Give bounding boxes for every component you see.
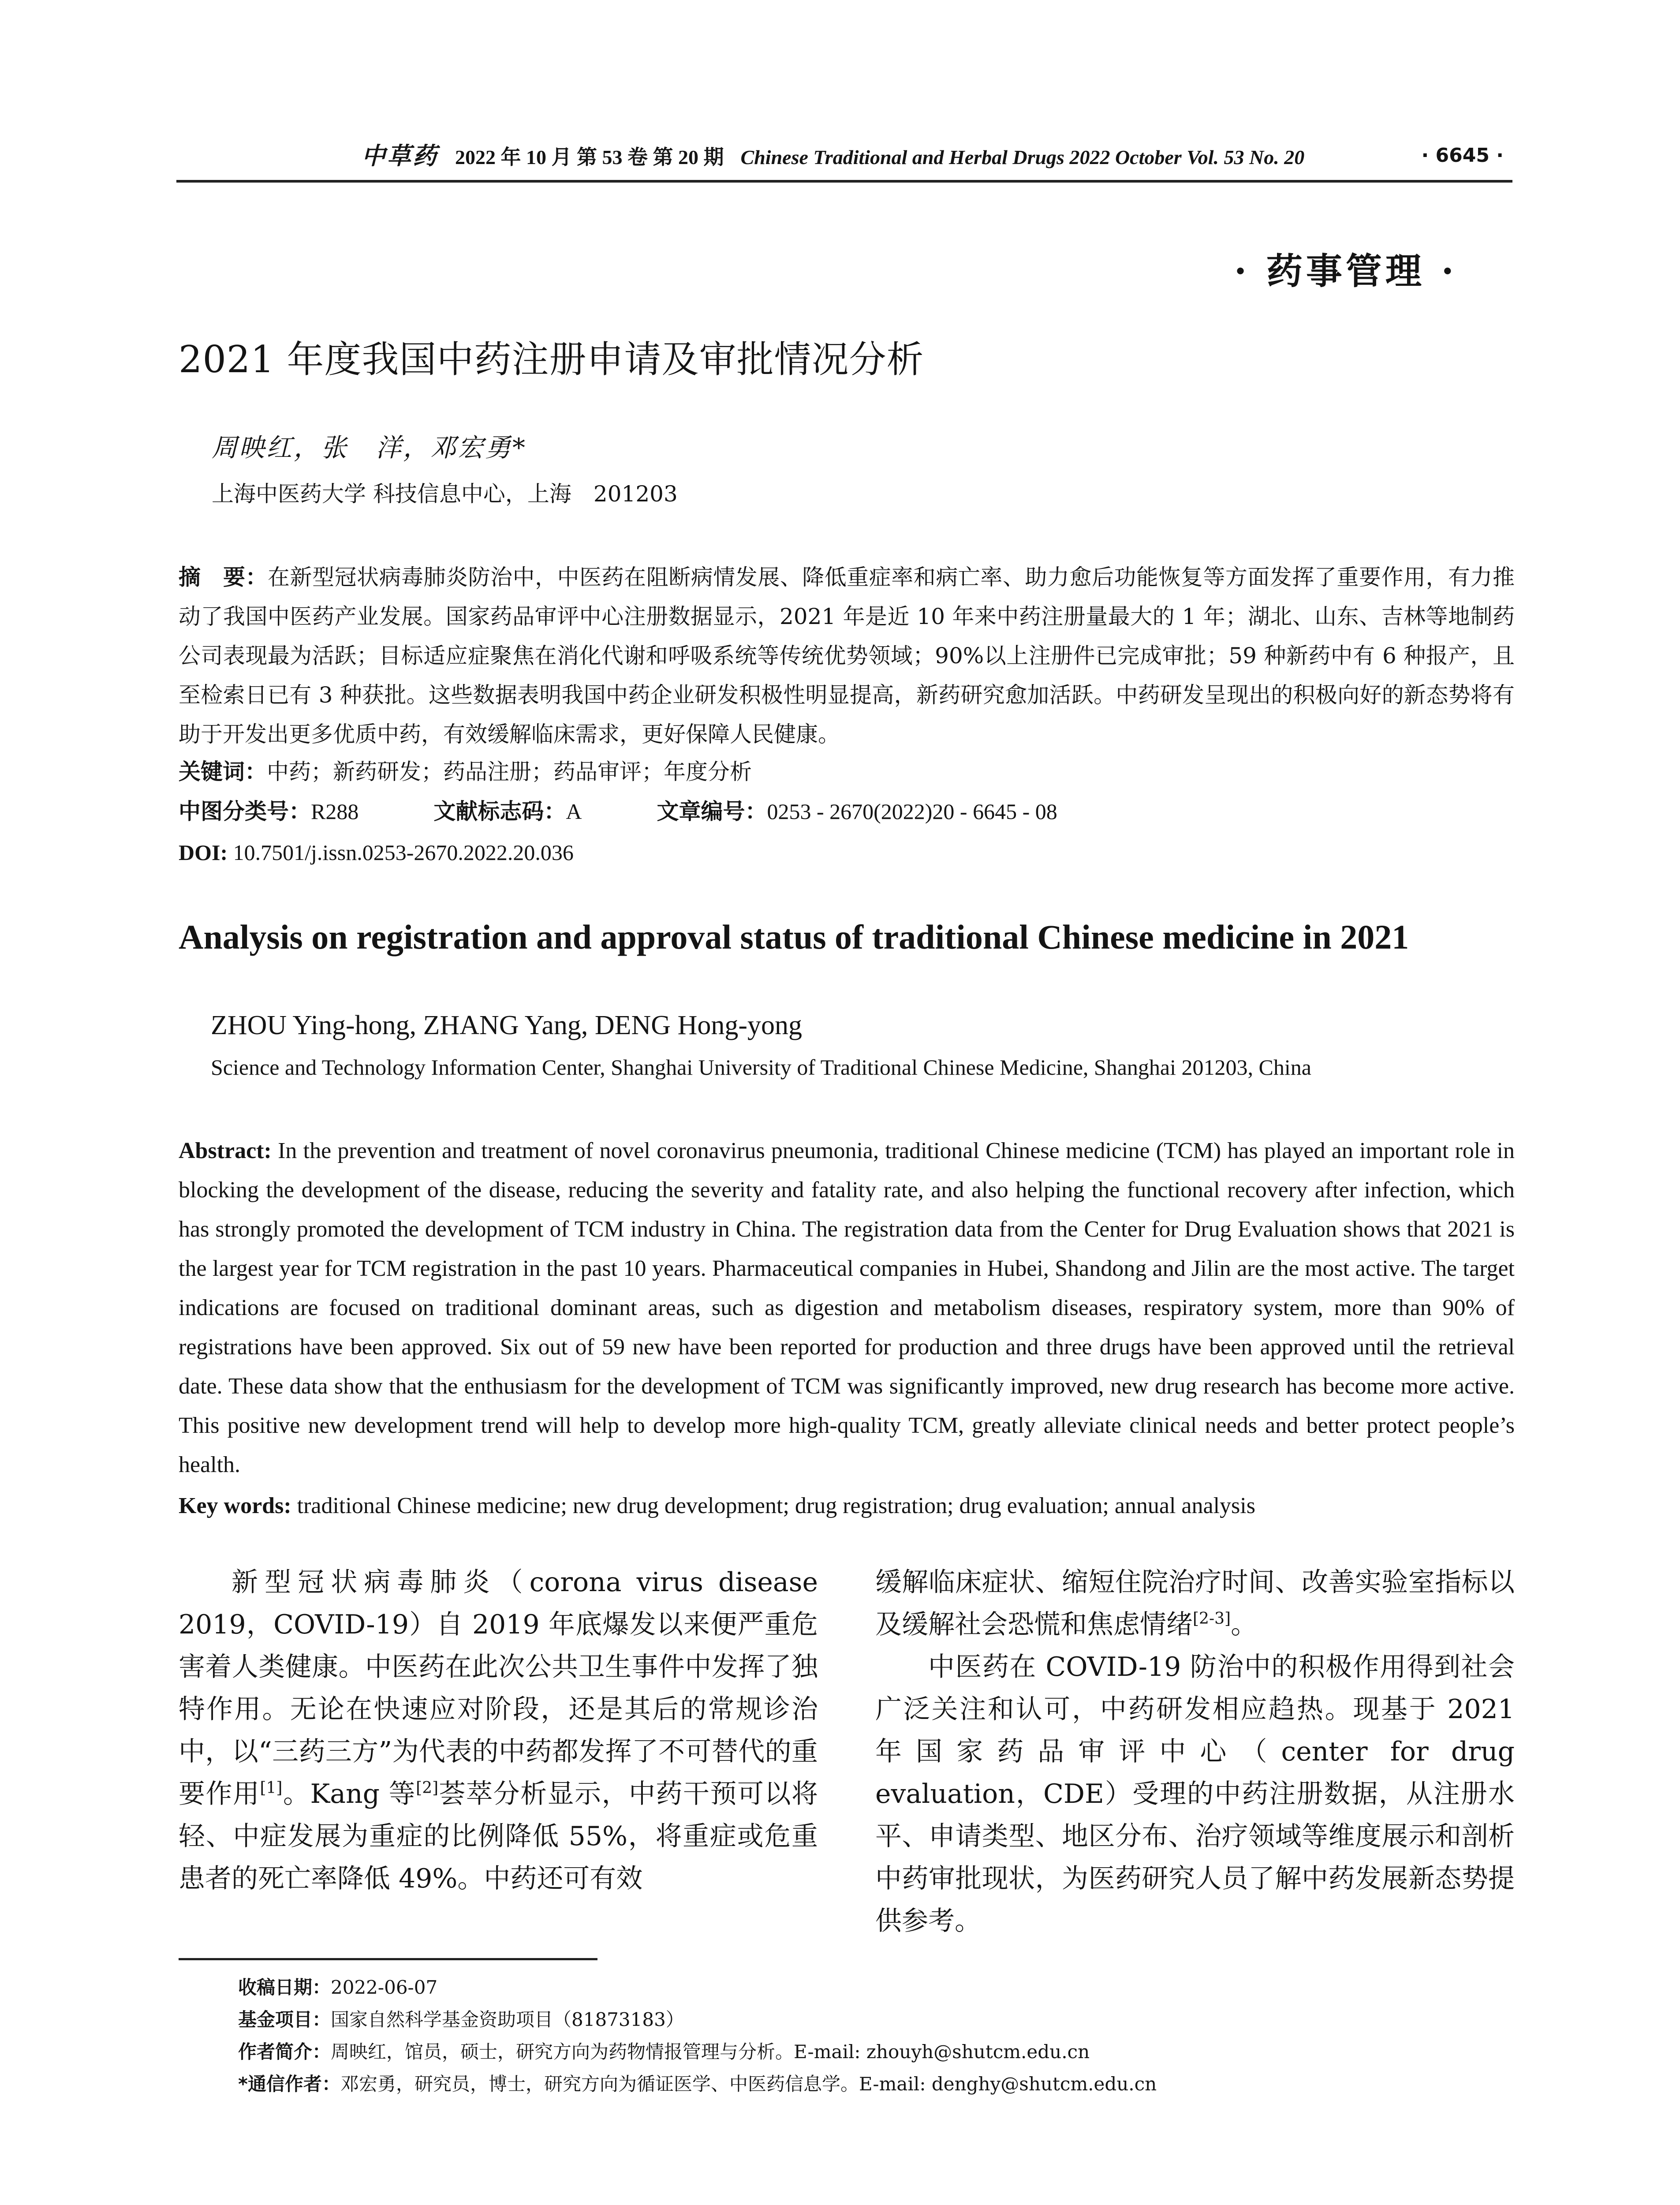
footnote-label: 收稿日期： bbox=[238, 1977, 331, 1998]
body-text: 荟萃分析显示，中药干预可以将轻、中症发展为重症的比例降低 55%，将重症或危重患者的死亡率降低 49%。中药还可有效 bbox=[179, 1779, 818, 1894]
page-number: · 6645 · bbox=[1421, 144, 1504, 167]
en-title: Analysis on registration and approval status of traditional Chinese medicine in 2021 bbox=[179, 918, 1409, 956]
footnote-text: 邓宏勇，研究员，博士，研究方向为循证医学、中医药信息学。E-mail: denghy@shutcm.edu.cn bbox=[340, 2073, 1157, 2095]
doi-value: 10.7501/j.issn.0253-2670.2022.20.036 bbox=[228, 840, 574, 865]
footnote-funding bbox=[238, 2003, 1517, 2036]
journal-name-cn: 中草药 bbox=[362, 142, 438, 170]
body-text: 。 bbox=[1231, 1609, 1258, 1640]
footnote-text: 国家自然科学基金资助项目（81873183） bbox=[331, 2009, 684, 2030]
body-paragraph bbox=[875, 1561, 1515, 1646]
doc-code-label: 文献标志码： bbox=[433, 799, 566, 824]
article-no-label: 文章编号： bbox=[657, 799, 767, 824]
header-journal-info bbox=[362, 140, 1304, 173]
running-header bbox=[176, 140, 1512, 183]
citation: [2-3] bbox=[1193, 1610, 1231, 1628]
cn-authors: 周映红，张 洋，邓宏勇* bbox=[212, 433, 527, 463]
cn-affiliation: 上海中医药大学 科技信息中心，上海 201203 bbox=[212, 481, 678, 507]
cn-title: 2021 年度我国中药注册申请及审批情况分析 bbox=[179, 338, 924, 381]
clc-label: 中图分类号： bbox=[179, 799, 311, 824]
body-paragraph bbox=[179, 1561, 818, 1900]
doi-label: DOI: bbox=[179, 840, 228, 865]
en-affiliation: Science and Technology Information Center, Shanghai University of Traditional Chinese Medicine, Shanghai 201203, China bbox=[211, 1055, 1311, 1080]
cn-keywords-label: 关键词： bbox=[179, 759, 267, 785]
doc-code-value: A bbox=[566, 799, 582, 824]
en-authors: ZHOU Ying-hong, ZHANG Yang, DENG Hong-yong bbox=[211, 1010, 802, 1040]
en-keywords-label: Key words: bbox=[179, 1493, 291, 1518]
footnote-divider bbox=[179, 1958, 597, 1960]
footnote-label: 基金项目： bbox=[238, 2009, 331, 2030]
footnote-text: 周映红，馆员，硕士，研究方向为药物情报管理与分析。E-mail: zhouyh@shutcm.edu.cn bbox=[331, 2041, 1090, 2063]
footnote-author-bio bbox=[238, 2036, 1517, 2068]
citation: [1] bbox=[260, 1779, 283, 1797]
issue-en: Chinese Traditional and Herbal Drugs 2022 October Vol. 53 No. 20 bbox=[740, 146, 1305, 168]
citation: [2] bbox=[416, 1779, 439, 1797]
body-text: 。Kang 等 bbox=[282, 1779, 416, 1809]
cn-abstract bbox=[179, 558, 1515, 754]
en-abstract-label: Abstract: bbox=[179, 1138, 272, 1163]
article-no-value: 0253 - 2670(2022)20 - 6645 - 08 bbox=[767, 799, 1057, 824]
issue-cn: 2022 年 10 月 第 53 卷 第 20 期 bbox=[455, 146, 724, 168]
body-column-right bbox=[875, 1561, 1515, 1942]
cn-keywords-text: 中药；新药研发；药品注册；药品审评；年度分析 bbox=[267, 759, 752, 785]
footnote-text: 2022-06-07 bbox=[331, 1977, 438, 1998]
cn-classification bbox=[179, 794, 1515, 829]
en-keywords bbox=[179, 1488, 1515, 1524]
en-abstract bbox=[179, 1131, 1515, 1484]
section-label: · 药事管理 · bbox=[1234, 250, 1457, 292]
body-column-left bbox=[179, 1561, 818, 1900]
footnotes bbox=[238, 1971, 1517, 2100]
body-paragraph: 中医药在 COVID-19 防治中的积极作用得到社会广泛关注和认可，中药研发相应趋热。现基于 2021 年国家药品审评中心（center for drug evaluation，CDE）受理的中药注册数据，从注册水平、申请类型、地区分布、治疗领域等维度展示和剖析中药审批现状，为医药研究人员了解中药发展新态势提供参考。 bbox=[875, 1652, 1515, 1936]
footnote-label: 作者简介： bbox=[238, 2041, 331, 2063]
cn-abstract-text: 在新型冠状病毒肺炎防治中，中医药在阻断病情发展、降低重症率和病亡率、助力愈后功能恢复等方面发挥了重要作用，有力推动了我国中医药产业发展。国家药品审评中心注册数据显示，2021 年是近 10 年来中药注册量最大的 1 年；湖北、山东、吉林等地制药公司表现最为活跃；目标适应症聚焦在消化代谢和呼吸系统等传统优势领域；90%以上注册件已完成审批；59 种新药中有 6 种报产，且至检索日已有 3 种获批。这些数据表明我国中药企业研发积极性明显提高，新药研究愈加活跃。中药研发呈现出的积极向好的新态势将有助于开发出更多优质中药，有效缓解临床需求，更好保障人民健康。 bbox=[179, 564, 1515, 747]
cn-keywords bbox=[179, 754, 1515, 789]
body-text: 缓解临床症状、缩短住院治疗时间、改善实验室指标以及缓解社会恐慌和焦虑情绪 bbox=[875, 1567, 1515, 1640]
footnote-label: *通信作者： bbox=[238, 2073, 340, 2095]
en-keywords-text: traditional Chinese medicine; new drug development; drug registration; drug evaluation; annual analysis bbox=[291, 1493, 1255, 1518]
footnote-corresponding bbox=[238, 2068, 1517, 2100]
body-text: 新型冠状病毒肺炎（corona virus disease 2019，COVID-19）自 2019 年底爆发以来便严重危害着人类健康。中医药在此次公共卫生事件中发挥了独特作用。无论在快速应对阶段，还是其后的常规诊治中，以“三药三方”为代表的中药都发挥了不可替代的重要作用 bbox=[179, 1567, 818, 1809]
clc-value: R288 bbox=[311, 799, 359, 824]
en-abstract-text: In the prevention and treatment of novel coronavirus pneumonia, traditional Chinese medicine (TCM) has played an important role in blocking the development of the disease, reducing the severity and fatality rate, and also helping the functional recovery after infection, which has strongly promoted the development of TCM industry in China. The registration data from the Center for Drug Evaluation shows that 2021 is the largest year for TCM registration in the past 10 years. Pharmaceutical companies in Hubei, Shandong and Jilin are the most active. The target indications are focused on traditional dominant areas, such as digestion and metabolism diseases, respiratory system, more than 90% of registrations have been approved. Six out of 59 new have been reported for production and three drugs have been approved until the retrieval date. These data show that the enthusiasm for the development of TCM was significantly improved, new drug research has become more active. This positive new development trend will help to develop more high-quality TCM, greatly alleviate clinical needs and better protect people’s health. bbox=[179, 1138, 1515, 1477]
footnote-received bbox=[238, 1971, 1517, 2003]
cn-abstract-label: 摘 要： bbox=[179, 564, 268, 590]
doi bbox=[179, 835, 1515, 870]
